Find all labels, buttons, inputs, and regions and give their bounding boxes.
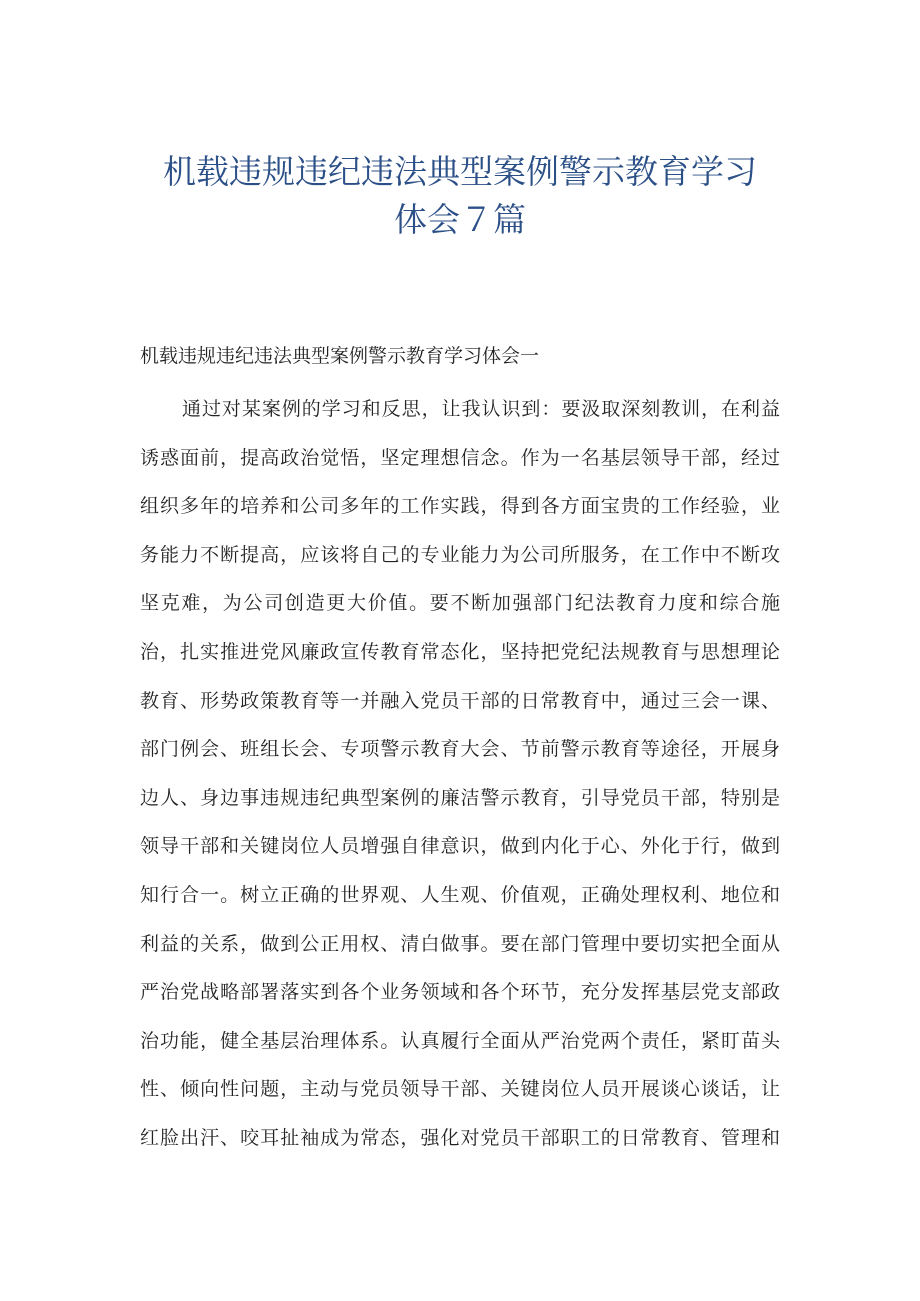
body-line: 通过对某案例的学习和反思，让我认识到：要汲取深刻教训，在利益 (182, 398, 780, 420)
body-line: 务能力不断提高，应该将自己的专业能力为公司所服务，在工作中不断攻 (140, 543, 780, 566)
body-line: 领导干部和关键岗位人员增强自律意识，做到内化于心、外化于行，做到 (140, 835, 780, 858)
document-title-line-2: 体会７篇 (394, 200, 526, 239)
section-heading: 机载违规违纪违法典型案例警示教育学习体会一 (140, 345, 540, 367)
body-line: 性、倾向性问题，主动与党员领导干部、关键岗位人员开展谈心谈话，让 (140, 1078, 780, 1101)
body-line: 知行合一。树立正确的世界观、人生观、价值观，正确处理权利、地位和 (140, 883, 780, 906)
body-line: 治功能，健全基层治理体系。认真履行全面从严治党两个责任，紧盯苗头 (140, 1029, 780, 1052)
body-line: 治，扎实推进党风廉政宣传教育常态化，坚持把党纪法规教育与思想理论 (140, 640, 780, 663)
body-line: 教育、形势政策教育等一并融入党员干部的日常教育中，通过三会一课、 (140, 689, 780, 712)
body-line: 严治党战略部署落实到各个业务领域和各个环节，充分发挥基层党支部政 (140, 981, 780, 1004)
document-title-line-1: 机载违规违纪违法典型案例警示教育学习 (163, 152, 757, 191)
body-line: 部门例会、班组长会、专项警示教育大会、节前警示教育等途径，开展身 (140, 738, 780, 761)
body-line: 组织多年的培养和公司多年的工作实践，得到各方面宝贵的工作经验，业 (140, 495, 780, 518)
body-paragraph (140, 387, 780, 1165)
body-line: 红脸出汗、咬耳扯袖成为常态，强化对党员干部职工的日常教育、管理和 (140, 1126, 780, 1149)
body-line: 利益的关系，做到公正用权、清白做事。要在部门管理中要切实把全面从 (140, 932, 780, 955)
body-line: 诱惑面前，提高政治觉悟，坚定理想信念。作为一名基层领导干部，经过 (140, 446, 780, 469)
document-title (120, 148, 800, 244)
body-line: 边人、身边事违规违纪典型案例的廉洁警示教育，引导党员干部，特别是 (140, 786, 780, 809)
body-line: 坚克难，为公司创造更大价值。要不断加强部门纪法教育力度和综合施 (140, 592, 780, 615)
